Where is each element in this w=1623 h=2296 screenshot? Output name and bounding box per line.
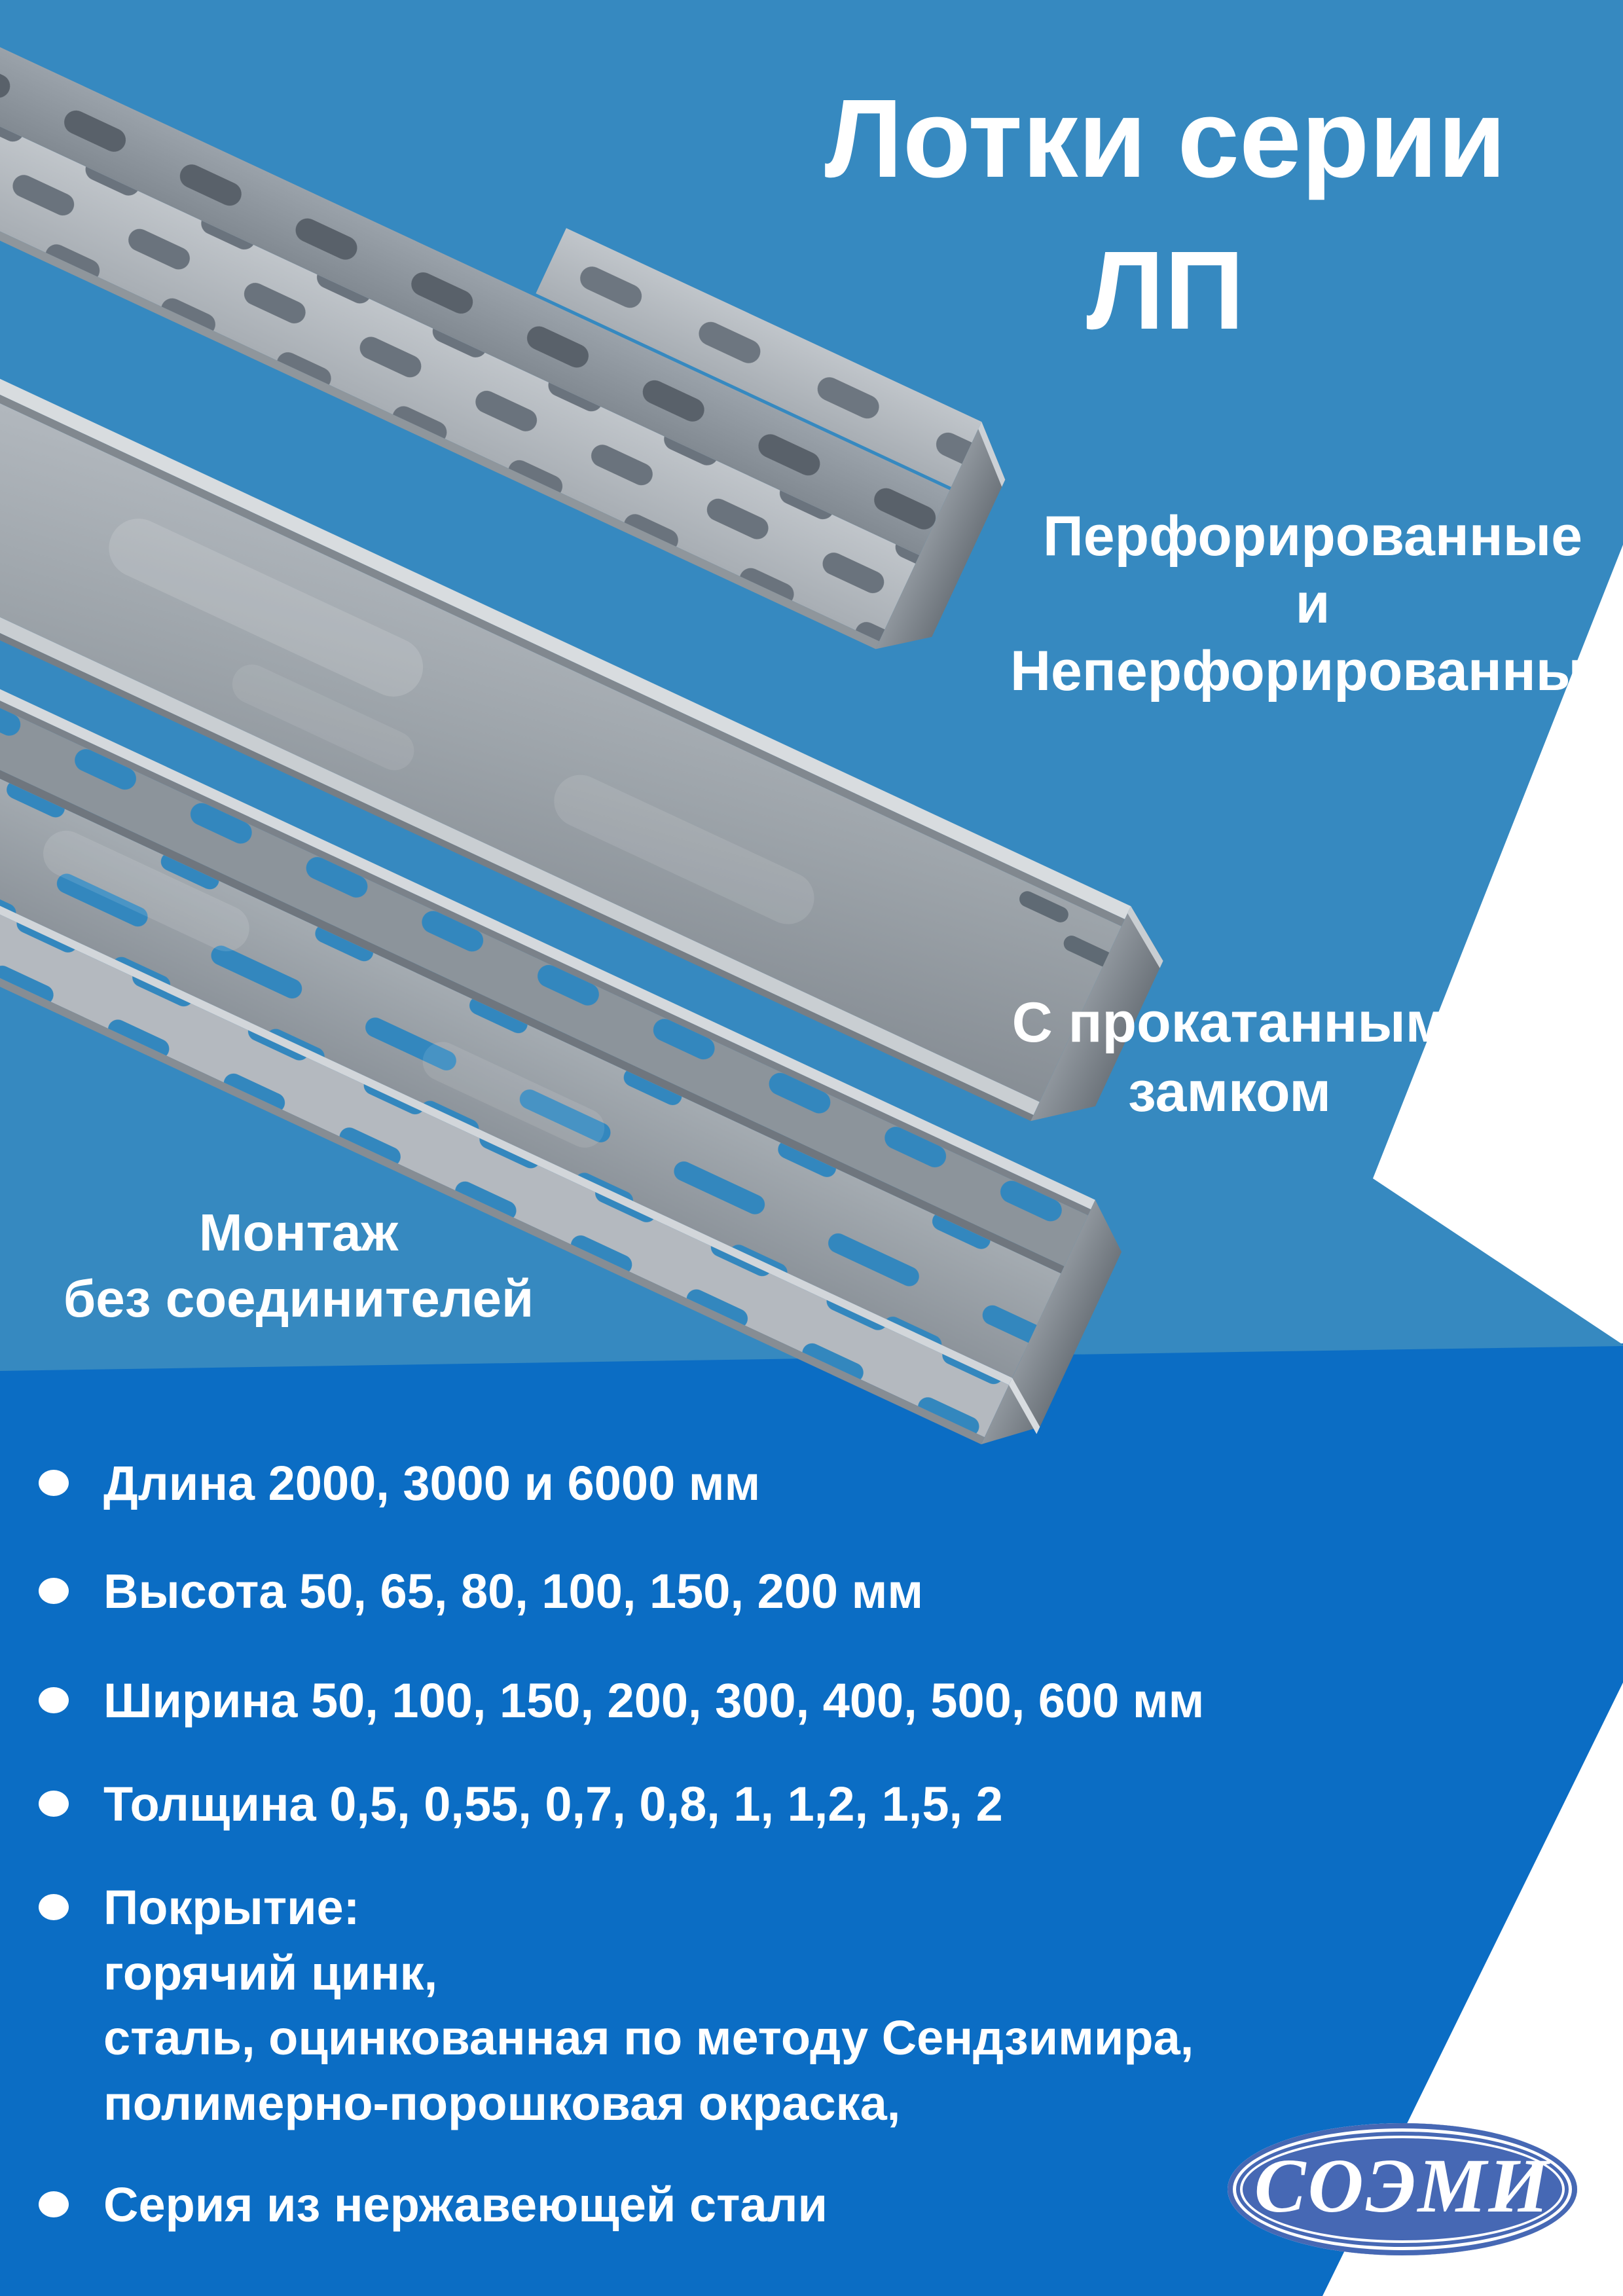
label-perforated	[979, 503, 1623, 705]
feature-coating-sub3: полимерно-порошковая окраска,	[103, 2075, 901, 2130]
company-logo-badge	[1228, 2123, 1577, 2255]
feature-coating-sub1: горячий цинк,	[103, 1945, 438, 2000]
feature-thickness	[0, 1771, 1623, 1836]
label-rolled-lock	[915, 988, 1544, 1127]
label-mounting	[4, 1199, 593, 1332]
feature-width-text: Ширина 50, 100, 150, 200, 300, 400, 500, 600 мм	[103, 1673, 1205, 1728]
page-title-line2: ЛП	[1086, 228, 1245, 353]
feature-length-text: Длина 2000, 3000 и 6000 мм	[103, 1455, 761, 1510]
bullet-icon	[39, 1687, 69, 1713]
label-mounting-line1: Монтаж	[198, 1203, 399, 1262]
feature-coating	[0, 1874, 1623, 1940]
label-mounting-line2: без соединителей	[63, 1269, 534, 1328]
company-logo-text: СОЭМИ	[1254, 2143, 1551, 2229]
label-perforated-line1: Перфорированные	[1042, 505, 1582, 568]
bullet-icon	[39, 1470, 69, 1496]
bullet-icon	[39, 1791, 69, 1817]
label-rolled-lock-line1: С прокатанным	[1012, 991, 1448, 1054]
label-rolled-lock-line2: замком	[1128, 1061, 1331, 1123]
feature-height-text: Высота 50, 65, 80, 100, 150, 200 мм	[103, 1563, 924, 1618]
feature-height	[0, 1558, 1623, 1624]
feature-thickness-text: Толщина 0,5, 0,55, 0,7, 0,8, 1, 1,2, 1,5, 2	[103, 1776, 1003, 1831]
feature-coating-sub2: сталь, оцинкованная по методу Сендзимира,	[103, 2010, 1194, 2065]
label-perforated-line2: и	[1295, 572, 1330, 635]
page-title	[674, 63, 1623, 367]
bullet-icon	[39, 1894, 69, 1920]
feature-length	[0, 1450, 1623, 1516]
label-perforated-line3: Неперфорированные	[1010, 640, 1616, 702]
feature-width	[0, 1667, 1623, 1733]
bullet-icon	[39, 1578, 69, 1604]
bullet-icon	[39, 2191, 69, 2217]
feature-stainless-text: Серия из нержавеющей стали	[103, 2177, 828, 2232]
page-title-line1: Лотки серии	[824, 77, 1506, 201]
feature-coating-text: Покрытие:	[103, 1880, 360, 1935]
